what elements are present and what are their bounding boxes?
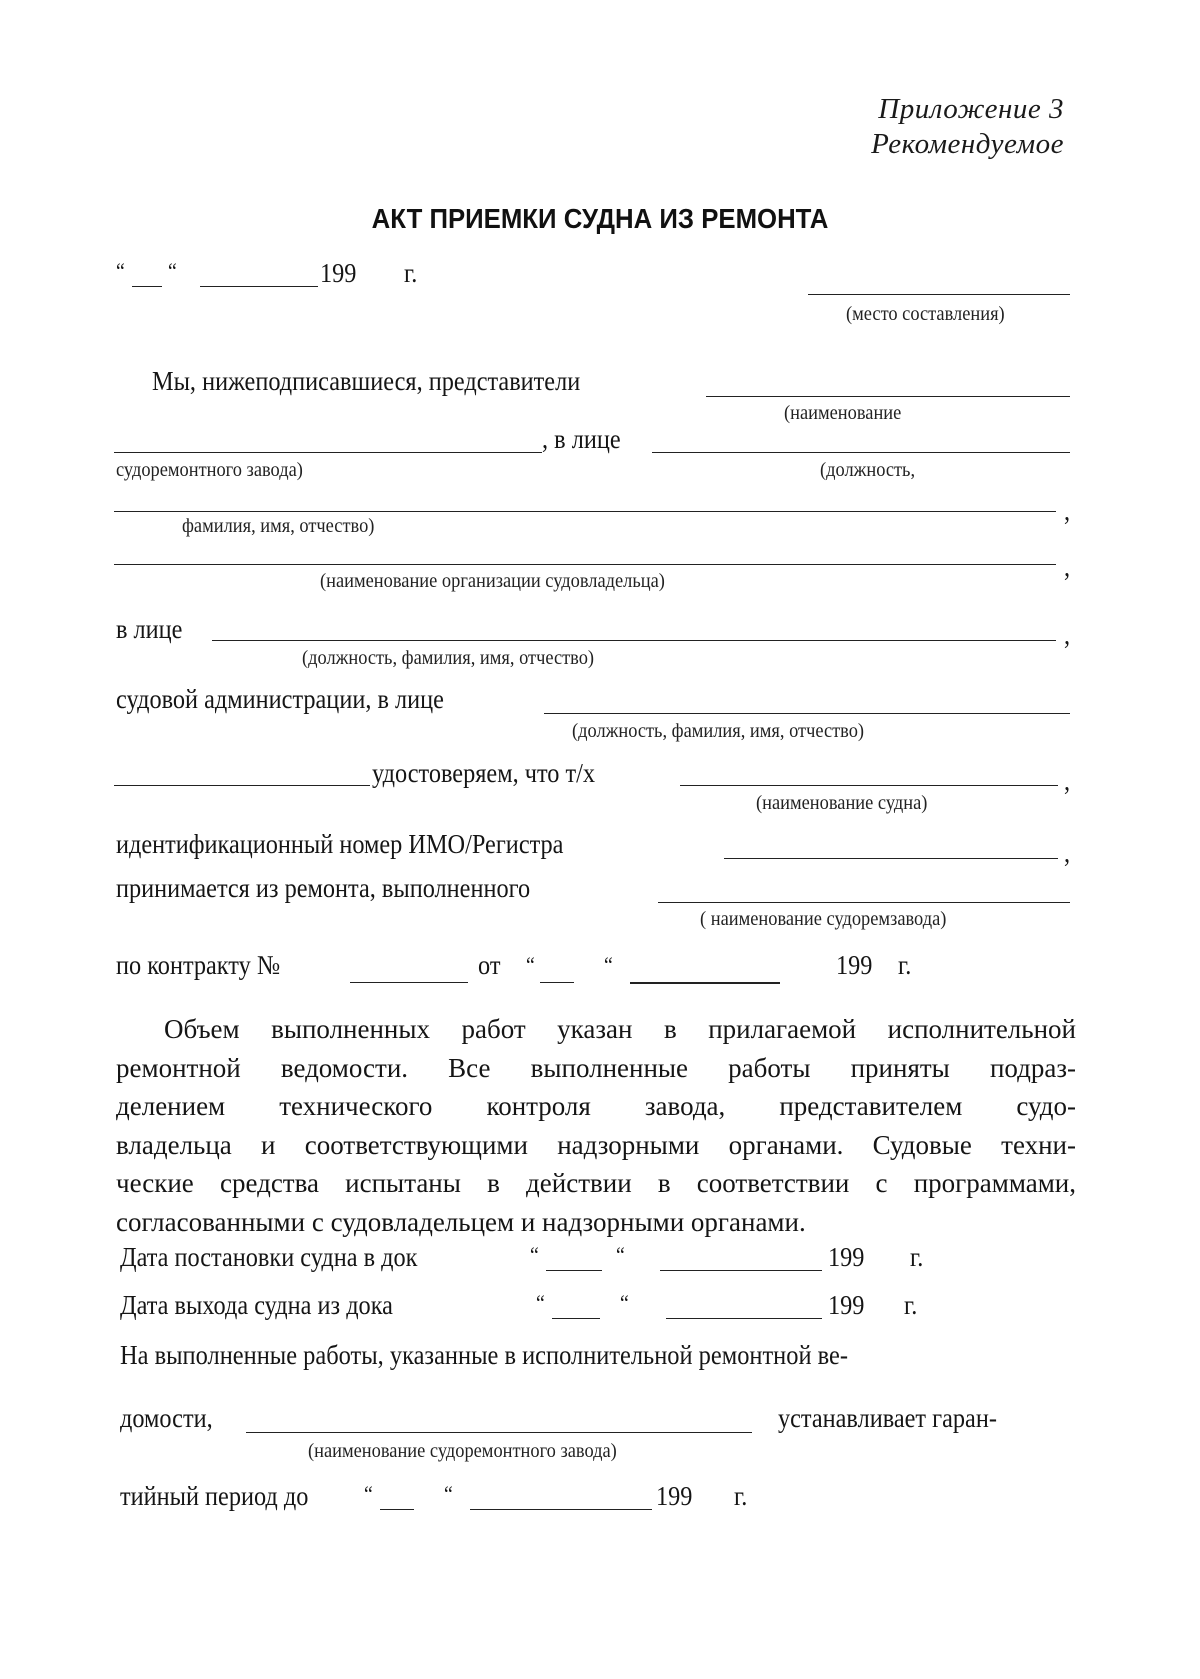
caption-position-fio: (должность, фамилия, имя, отчество) — [302, 647, 595, 669]
repairing-shipyard-field[interactable] — [658, 902, 1070, 903]
date-year-suffix: г. — [404, 258, 418, 288]
warranty-month-field[interactable] — [470, 1509, 652, 1510]
dock-out-label: Дата выхода судна из дока — [120, 1290, 393, 1320]
dock-out-day-field[interactable] — [552, 1318, 600, 1319]
place-caption: (место составления) — [846, 303, 1005, 325]
place-field[interactable] — [808, 294, 1070, 295]
contract-year: 199 — [836, 950, 873, 980]
contract-close-quote: “ — [604, 952, 613, 977]
caption-name-part2: судоремонтного завода) — [116, 459, 303, 481]
paragraph-line: Объем выполненных работ указан в прилагаемой исполнительной — [164, 1014, 1076, 1044]
caption-shipyard: ( наименование судоремзавода) — [700, 908, 947, 930]
contract-open-quote: “ — [526, 952, 535, 977]
caption-fio: фамилия, имя, отчество) — [182, 515, 375, 537]
shipyard-name-field[interactable] — [706, 396, 1070, 397]
dock-out-year: 199 — [828, 1290, 865, 1320]
comma: , — [1064, 552, 1071, 582]
warranty-open-quote: “ — [364, 1481, 373, 1506]
warranty-year-suffix: г. — [734, 1481, 748, 1511]
contract-year-suffix: г. — [898, 950, 912, 980]
accepted-from-repair-text: принимается из ремонта, выполненного — [116, 873, 531, 903]
body-paragraph — [116, 1010, 1076, 1241]
dock-in-close-quote: “ — [616, 1242, 625, 1267]
warranty-line-1: На выполненные работы, указанные в исполнительной ремонтной ве- — [120, 1340, 849, 1370]
comma: , — [1064, 766, 1071, 796]
dock-out-month-field[interactable] — [666, 1318, 822, 1319]
appendix-label: Приложение 3 — [878, 93, 1064, 125]
owner-org-field[interactable] — [114, 564, 1056, 565]
dock-in-day-field[interactable] — [546, 1270, 602, 1271]
date-open-quote: “ — [116, 258, 125, 283]
dock-out-open-quote: “ — [536, 1290, 545, 1315]
dock-in-label: Дата постановки судна в док — [120, 1242, 418, 1272]
date-year: 199 — [320, 258, 357, 288]
contract-day-field[interactable] — [540, 982, 574, 983]
caption-position-fio-2: (должность, фамилия, имя, отчество) — [572, 720, 865, 742]
dock-out-close-quote: “ — [620, 1290, 629, 1315]
caption-position: (должность, — [820, 459, 916, 481]
owner-rep-field[interactable] — [212, 640, 1056, 641]
warranty-day-field[interactable] — [380, 1509, 414, 1510]
caption-name-part1: (наименование — [784, 402, 902, 424]
ship-admin-rep-field[interactable] — [544, 713, 1070, 714]
contract-label: по контракту № — [116, 950, 281, 980]
date-day-field[interactable] — [132, 286, 162, 287]
caption-ship-name: (наименование судна) — [756, 792, 928, 814]
intro-text: Мы, нижеподписавшиеся, представители — [152, 366, 581, 396]
warranty-line-2-end: устанавливает гаран- — [778, 1403, 997, 1433]
paragraph-line: владельца и соответствующими надзорными органами. Судовые техни- — [116, 1129, 1076, 1160]
comma: , — [1064, 620, 1071, 650]
comma: , — [1064, 496, 1071, 526]
warranty-shipyard-field[interactable] — [246, 1432, 752, 1433]
imo-number-field[interactable] — [724, 858, 1058, 859]
in-person-text: , в лице — [542, 424, 621, 454]
ship-admin-text: судовой администрации, в лице — [116, 684, 444, 714]
paragraph-line: делением технического контроля завода, представителем судо- — [116, 1091, 1076, 1121]
contract-number-field[interactable] — [350, 982, 468, 983]
warranty-year: 199 — [656, 1481, 693, 1511]
warranty-line-2-start: домости, — [120, 1403, 213, 1433]
warranty-close-quote: “ — [444, 1481, 453, 1506]
paragraph-line: ремонтной ведомости. Все выполненные работы приняты подраз- — [116, 1052, 1076, 1083]
document-title: АКТ ПРИЕМКИ СУДНА ИЗ РЕМОНТА — [371, 203, 829, 234]
dock-out-year-suffix: г. — [904, 1290, 918, 1320]
dock-in-month-field[interactable] — [660, 1270, 822, 1271]
certify-text: удостоверяем, что т/х — [372, 758, 596, 788]
imo-number-label: идентификационный номер ИМО/Регистра — [116, 829, 564, 859]
warranty-line-3: тийный период до — [120, 1481, 309, 1511]
paragraph-line: ческие средства испытаны в действии в соответствии с программами, — [116, 1168, 1076, 1198]
dock-in-open-quote: “ — [530, 1242, 539, 1267]
fio-field[interactable] — [114, 511, 1056, 512]
dock-in-year-suffix: г. — [910, 1242, 924, 1272]
contract-from-label: от — [478, 950, 501, 980]
appendix-status: Рекомендуемое — [871, 128, 1064, 160]
shipyard-name-field-cont[interactable] — [114, 452, 542, 453]
dock-in-year: 199 — [828, 1242, 865, 1272]
position-field[interactable] — [652, 452, 1070, 453]
comma: , — [1064, 838, 1071, 868]
date-month-field[interactable] — [200, 286, 318, 287]
in-person-2-text: в лице — [116, 614, 183, 644]
caption-owner-org: (наименование организации судовладельца) — [320, 570, 665, 592]
ship-name-field[interactable] — [680, 785, 1058, 786]
paragraph-line: согласованными с судовладельцем и надзорными органами. — [116, 1206, 806, 1237]
caption-warranty-shipyard: (наименование судоремонтного завода) — [308, 1440, 617, 1462]
date-close-quote: “ — [168, 258, 177, 283]
contract-month-field[interactable] — [630, 982, 780, 984]
ship-admin-rep-field-cont[interactable] — [114, 785, 370, 786]
